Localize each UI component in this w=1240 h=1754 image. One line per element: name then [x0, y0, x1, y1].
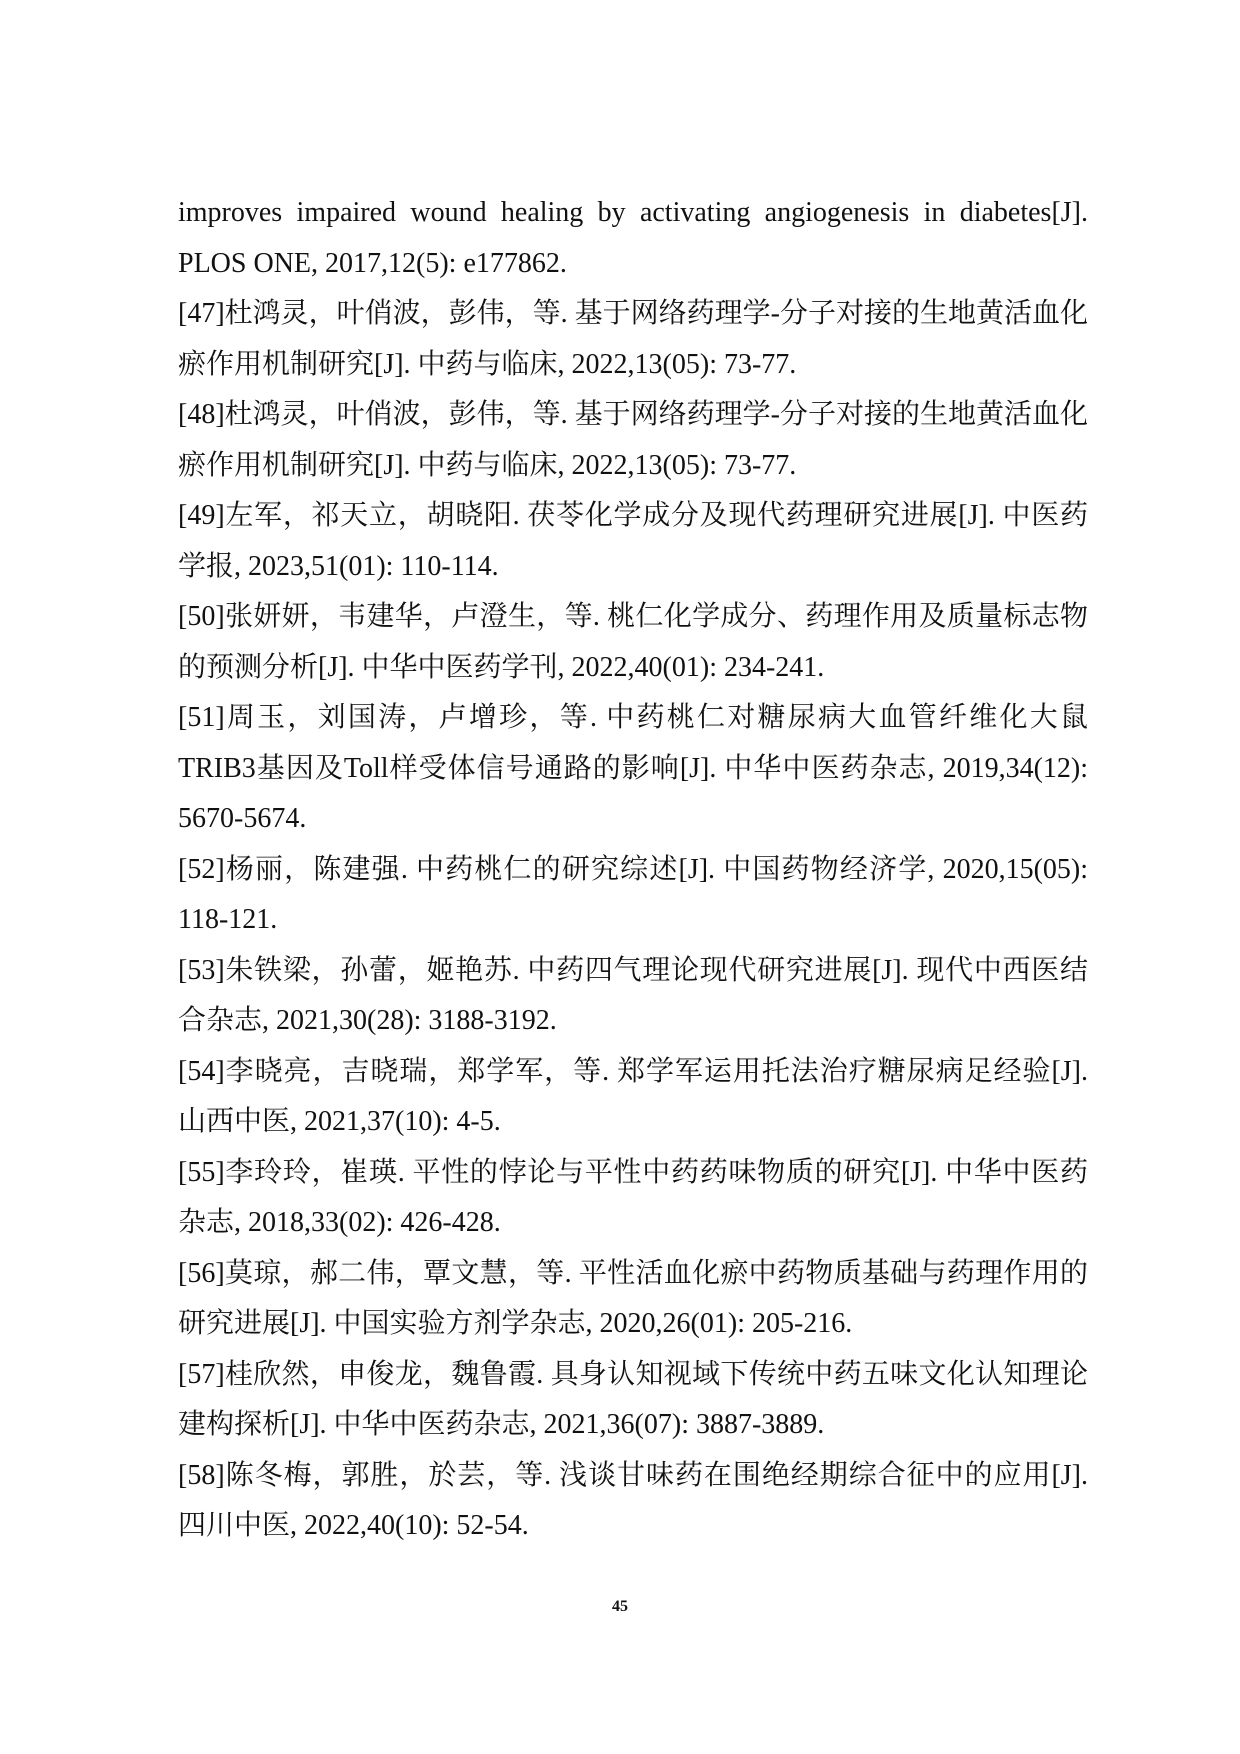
page-number: 45: [612, 1598, 628, 1615]
reference-item: [51]周玉，刘国涛，卢增珍，等. 中药桃仁对糖尿病大血管纤维化大鼠TRIB3基因及Toll样受体信号通路的影响[J]. 中华中医药杂志, 2019,34(12): 5670-5674.: [178, 702, 1088, 834]
reference-list: [178, 188, 1088, 1552]
reference-item: [55]李玲玲，崔瑛. 平性的悖论与平性中药药味物质的研究[J]. 中华中医药杂志, 2018,33(02): 426-428.: [178, 1156, 1088, 1238]
reference-item: [50]张妍妍，韦建华，卢澄生，等. 桃仁化学成分、药理作用及质量标志物的预测分析[J]. 中华中医药学刊, 2022,40(01): 234-241.: [178, 601, 1088, 683]
reference-item: [58]陈冬梅，郭胜，於芸，等. 浅谈甘味药在围绝经期综合征中的应用[J]. 四川中医, 2022,40(10): 52-54.: [178, 1459, 1088, 1541]
reference-item: [54]李晓亮，吉晓瑞，郑学军，等. 郑学军运用托法治疗糖尿病足经验[J]. 山西中医, 2021,37(10): 4-5.: [178, 1055, 1088, 1137]
reference-item: [56]莫琼，郝二伟，覃文慧，等. 平性活血化瘀中药物质基础与药理作用的研究进展[J]. 中国实验方剂学杂志, 2020,26(01): 205-216.: [178, 1257, 1088, 1339]
reference-item: [57]桂欣然，申俊龙，魏鲁霞. 具身认知视域下传统中药五味文化认知理论建构探析[J]. 中华中医药杂志, 2021,36(07): 3887-3889.: [178, 1358, 1088, 1440]
reference-item: [52]杨丽，陈建强. 中药桃仁的研究综述[J]. 中国药物经济学, 2020,15(05): 118-121.: [178, 853, 1088, 935]
reference-item: [48]杜鸿灵，叶俏波，彭伟，等. 基于网络药理学-分子对接的生地黄活血化瘀作用机制研究[J]. 中药与临床, 2022,13(05): 73-77.: [178, 399, 1088, 481]
reference-item: [49]左军，祁天立，胡晓阳. 茯苓化学成分及现代药理研究进展[J]. 中医药学报, 2023,51(01): 110-114.: [178, 500, 1088, 582]
reference-item: [47]杜鸿灵，叶俏波，彭伟，等. 基于网络药理学-分子对接的生地黄活血化瘀作用机制研究[J]. 中药与临床, 2022,13(05): 73-77.: [178, 298, 1088, 380]
reference-item: improves impaired wound healing by activating angiogenesis in diabetes[J]. PLOS ONE, 2017,12(5): e177862.: [178, 197, 1088, 279]
reference-item: [53]朱铁梁，孙蕾，姬艳苏. 中药四气理论现代研究进展[J]. 现代中西医结合杂志, 2021,30(28): 3188-3192.: [178, 954, 1088, 1036]
